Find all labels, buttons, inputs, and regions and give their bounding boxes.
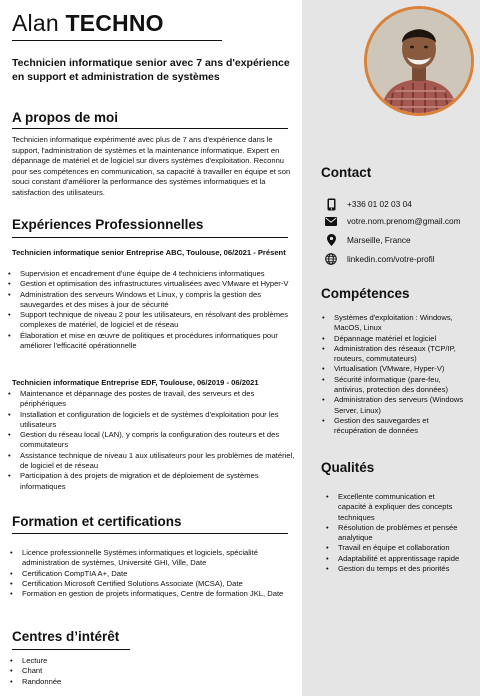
list-item: • Résolution de problèmes et pensée analytique [326, 523, 464, 544]
list-item: • Maintenance et dépannage des postes de travail, des serveurs et des périphériques [8, 389, 298, 410]
job-headline: Technicien informatique senior avec 7 ans d'expérience en support et administration de systèmes [12, 57, 290, 83]
list-item: • Sécurité informatique (pare-feu, antivirus, protection des données) [322, 375, 472, 396]
qualities-list [326, 492, 464, 574]
list-item: • Lecture [10, 656, 210, 666]
list-item: • Certification Microsoft Certified Solutions Associate (MCSA), Date [10, 579, 296, 589]
phone-number: +336 01 02 03 04 [347, 199, 412, 209]
qualities-title: Qualités [321, 460, 375, 475]
interests-rule [12, 649, 130, 650]
location-text: Marseille, France [347, 235, 411, 245]
skills-list [322, 313, 472, 437]
list-item: • Adaptabilité et apprentissage rapide [326, 554, 464, 564]
job-title-2: Technicien informatique Entreprise EDF, Toulouse, 06/2019 - 06/2021 [12, 378, 259, 387]
list-item: • Gestion du temps et des priorités [326, 564, 464, 574]
education-list [10, 548, 296, 599]
list-item: • Participation à des projets de migration et de déploiement de systèmes informatiques [8, 471, 298, 492]
list-item: • Support technique de niveau 2 pour les utilisateurs, en résolvant des problèmes complexes de matériel, de logiciel et de réseau [8, 310, 298, 331]
contact-email [325, 214, 461, 228]
contact-linkedin [325, 252, 435, 266]
first-name: Alan [12, 10, 59, 36]
list-item: • Formation en gestion de projets informatiques, Centre de formation JKL, Date [10, 589, 296, 599]
about-title: A propos de moi [12, 110, 119, 125]
list-item: • Randonnée [10, 677, 210, 687]
list-item: • Gestion du réseau local (LAN), y compris la configuration des routeurs et des commutateurs [8, 430, 298, 451]
profile-photo [364, 6, 474, 116]
list-item: • Travail en équipe et collaboration [326, 543, 464, 553]
list-item: • Licence professionnelle Systèmes informatiques et logiciels, spécialité administration de systèmes, Université GHI, Ville, Date [10, 548, 296, 569]
location-pin-icon [325, 234, 337, 246]
last-name: TECHNO [65, 10, 164, 36]
name-underline [12, 40, 222, 41]
about-text: Technicien informatique expérimenté avec plus de 7 ans d'expérience dans le support, l'administration de systèmes et la maintenance informatique. Expert en dépannage de matériel et de logiciel sur divers systèmes d'exploitation. Reconnu pour ses compétences en communication, sa capacité à travailler en équipe et son souci constant d'améliorer la performance des systèmes informatiques et la satisfaction des utilisateurs. [12, 135, 291, 197]
contact-phone [325, 197, 412, 211]
education-rule [12, 533, 288, 534]
list-item: • Administration des serveurs Windows et Linux, y compris la gestion des sauvegardes et des mises à jour de sécurité [8, 290, 298, 311]
linkedin-link[interactable]: linkedin.com/votre-profil [347, 254, 435, 264]
job-1-bullets [8, 269, 298, 351]
experience-rule [12, 237, 288, 238]
list-item: • Dépannage matériel et logiciel [322, 334, 472, 344]
list-item: • Gestion et optimisation des infrastructures virtualisées avec VMware et Hyper-V [8, 279, 298, 289]
about-rule [12, 128, 288, 129]
globe-icon [325, 253, 337, 265]
contact-title: Contact [321, 165, 372, 180]
list-item: • Gestion des sauvegardes et récupération de données [322, 416, 472, 437]
skills-title: Compétences [321, 286, 410, 301]
list-item: • Administration des réseaux (TCP/IP, routeurs, commutateurs) [322, 344, 472, 365]
job-2-bullets [8, 389, 298, 492]
portrait-illustration [367, 9, 471, 113]
education-title: Formation et certifications [12, 514, 182, 529]
experience-title: Expériences Professionnelles [12, 217, 204, 232]
list-item: • Excellente communication et capacité à expliquer des concepts techniques [326, 492, 464, 523]
list-item: • Supervision et encadrement d'une équipe de 4 techniciens informatiques [8, 269, 298, 279]
job-title-1: Technicien informatique senior Entreprise ABC, Toulouse, 06/2021 - Présent [12, 248, 286, 257]
list-item: • Chant [10, 666, 210, 676]
list-item: • Assistance technique de niveau 1 aux utilisateurs pour les problèmes de matériel, de logiciel et de réseau [8, 451, 298, 472]
list-item: • Administration des serveurs (Windows Server, Linux) [322, 395, 472, 416]
list-item: • Systèmes d'exploitation : Windows, MacOS, Linux [322, 313, 472, 334]
list-item: • Virtualisation (VMware, Hyper-V) [322, 364, 472, 374]
interests-title: Centres d’intérêt [12, 629, 120, 644]
interests-list [10, 656, 210, 687]
phone-icon [325, 198, 337, 210]
contact-location [325, 233, 411, 247]
list-item: • Élaboration et mise en œuvre de politiques et procédures informatiques pour améliorer l'efficacité opérationnelle [8, 331, 298, 352]
candidate-name [12, 10, 164, 37]
mail-icon [325, 215, 337, 227]
email-address[interactable]: votre.nom.prenom@gmail.com [347, 216, 461, 226]
list-item: • Installation et configuration de logiciels et de systèmes d'exploitation pour les utilisateurs [8, 410, 298, 431]
list-item: • Certification CompTIA A+, Date [10, 569, 296, 579]
